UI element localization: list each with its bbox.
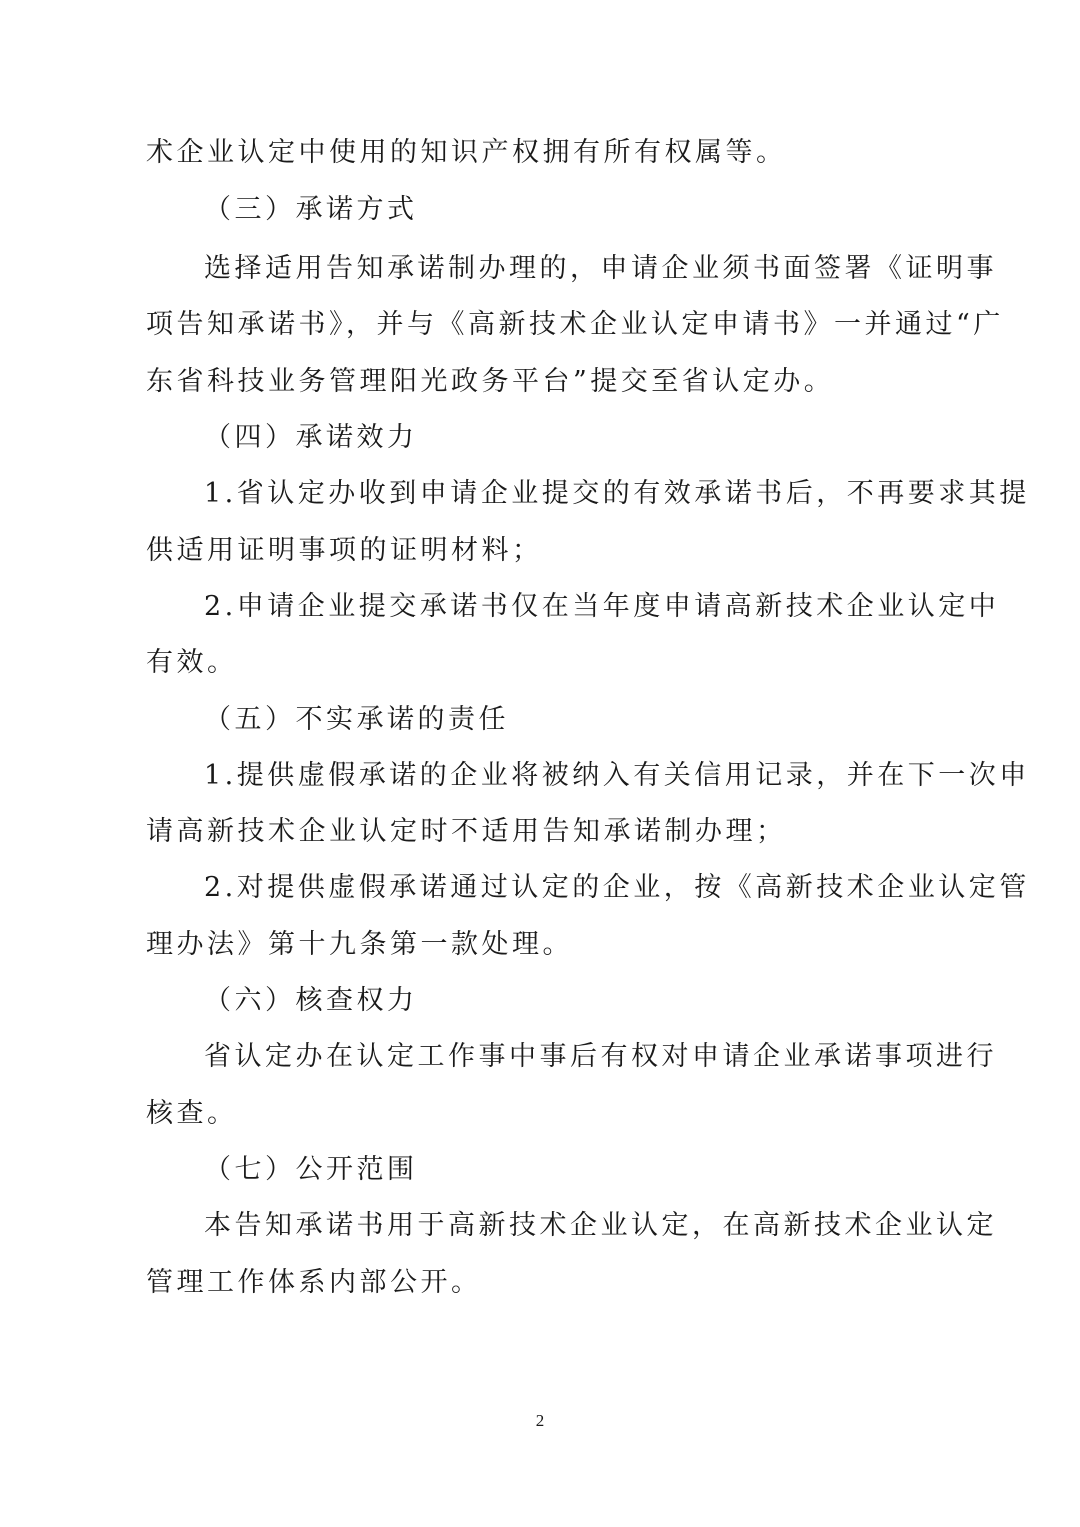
body-line: 1.省认定办收到申请企业提交的有效承诺书后，不再要求其提 <box>204 478 1030 509</box>
body-line: 2.对提供虚假承诺通过认定的企业，按《高新技术企业认定管 <box>204 872 1030 903</box>
body-line: 请高新技术企业认定时不适用告知承诺制办理； <box>146 816 787 847</box>
body-line-continuation: 术企业认定中使用的知识产权拥有所有权属等。 <box>146 137 787 168</box>
body-line: 理办法》第十九条第一款处理。 <box>146 929 573 960</box>
section-heading-false-commitment: （五）不实承诺的责任 <box>204 704 509 735</box>
body-line: 有效。 <box>146 647 238 678</box>
body-line: 省认定办在认定工作事中事后有权对申请企业承诺事项进行 <box>204 1041 997 1072</box>
section-heading-verification-power: （六）核查权力 <box>204 985 418 1016</box>
body-line: 管理工作体系内部公开。 <box>146 1267 482 1298</box>
section-heading-disclosure-scope: （七）公开范围 <box>204 1154 418 1185</box>
body-line: 东省科技业务管理阳光政务平台”提交至省认定办。 <box>146 366 835 397</box>
body-line: 项告知承诺书》，并与《高新技术企业认定申请书》一并通过“广 <box>146 309 1004 340</box>
body-line: 2.申请企业提交承诺书仅在当年度申请高新技术企业认定中 <box>204 591 1000 622</box>
body-line: 本告知承诺书用于高新技术企业认定，在高新技术企业认定 <box>204 1210 997 1241</box>
body-line: 1.提供虚假承诺的企业将被纳入有关信用记录，并在下一次申 <box>204 760 1030 791</box>
section-heading-commitment-method: （三）承诺方式 <box>204 194 418 225</box>
body-line: 选择适用告知承诺制办理的，申请企业须书面签署《证明事 <box>204 253 997 284</box>
section-heading-commitment-effect: （四）承诺效力 <box>204 422 418 453</box>
page-number: 2 <box>535 1411 545 1430</box>
body-line: 供适用证明事项的证明材料； <box>146 535 543 566</box>
body-line: 核查。 <box>146 1098 238 1129</box>
